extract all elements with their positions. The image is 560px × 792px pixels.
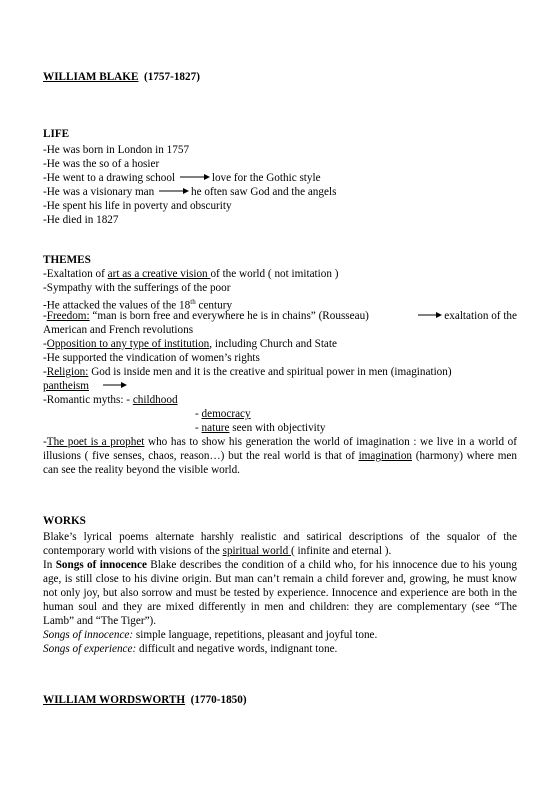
theme-line [43,365,517,379]
works-section [43,514,517,656]
theme-line: -He supported the vindication of women’s rights [43,352,260,364]
theme-underlined: Freedom: [46,310,90,322]
themes-heading: THEMES [43,254,91,266]
theme-line [43,295,517,312]
life-line: -He was the so of a hosier [43,158,160,170]
theme-line: American and French revolutions [43,324,194,336]
life-line: -He was born in London in 1757 [43,144,190,156]
works-underlined: spiritual world [222,545,291,557]
theme-text: - [43,338,47,350]
wordsworth-title-name: WILLIAM WORDSWORTH [43,694,186,706]
theme-text: of the world ( not imitation ) [210,268,339,280]
blake-title [43,70,517,84]
theme-line-end [416,309,517,323]
theme-underlined: Opposition to any type of institution [46,338,210,350]
works-text: difficult and negative words, indignant tone. [136,643,338,655]
life-section [43,127,517,227]
arrow-right-icon [159,188,189,196]
theme-text: - [43,366,47,378]
theme-underlined: imagination [358,450,413,462]
theme-text: - [43,310,47,322]
life-line [43,171,517,185]
theme-underlined: democracy [201,408,251,420]
theme-line [43,407,517,421]
theme-text: “man is born free and everywhere he is in chains” (Rousseau) [89,310,369,322]
theme-underlined: pantheism [43,380,89,392]
works-text: In [43,559,56,571]
blake-title-name: WILLIAM BLAKE [43,71,139,83]
works-paragraph [43,558,517,628]
theme-text: God is inside men and it is the creative and spiritual power in men (imagination) [88,366,452,378]
theme-text: -Exaltation of [43,268,108,280]
theme-text: -He attacked the values of the 18 [43,299,191,312]
works-line [43,628,517,642]
theme-underlined: The poet is a prophet [46,436,145,448]
theme-text: - [43,436,47,448]
theme-text: who has to show his generation the world of imagination : we live in a world of illusions ( five senses, chaos, reason…) but the real world is that of [43,436,517,462]
theme-line [43,379,517,393]
theme-text: - [195,408,202,420]
theme-text: seen with objectivity [229,422,326,434]
works-line [43,642,517,656]
themes-section [43,253,517,477]
works-italic: Songs of experience: [43,643,137,655]
works-text: ( infinite and eternal ). [290,545,392,557]
theme-text: , including Church and State [209,338,337,350]
theme-text: - [195,422,202,434]
life-line-text: -He went to a drawing school [43,172,176,184]
works-heading: WORKS [43,515,86,527]
life-line-text: love for the Gothic style [211,172,321,184]
life-heading: LIFE [43,128,70,140]
theme-text: -Romantic myths: - [43,394,133,406]
theme-text: century [195,299,233,312]
life-line: -He spent his life in poverty and obscurity [43,200,232,212]
works-text: Blake describes the condition of a child who, for his innocence due to his young age, is still close to his divine origin. But man can’t remain a child forever and, growing, he must know not only joy, but also sorrow and must be tested by experience. Innocence and experience are both in the human soul and they are mixed differently in men and children: they are complementary (see “The Lamb” and “The Tiger”). [43,559,517,627]
arrow-right-icon [418,312,442,320]
theme-underlined: nature [201,422,230,434]
arrow-right-icon [103,382,127,390]
theme-text: (harmony) where men can see the reality beyond the visible world. [43,450,517,476]
theme-superscript: th [190,298,196,306]
wordsworth-title-dates: (1770-1850) [190,694,247,706]
theme-line [43,309,517,323]
works-text: simple language, repetitions, pleasant and joyful tone. [133,629,378,641]
theme-paragraph [43,435,517,477]
theme-line [43,421,517,435]
theme-underlined: Religion: [46,366,89,378]
works-bold: Songs of innocence [55,559,147,571]
blake-title-dates: (1757-1827) [144,71,200,83]
wordsworth-title [43,693,517,707]
life-line [43,185,517,199]
theme-line: -Sympathy with the sufferings of the poor [43,282,231,294]
works-text: Blake’s lyrical poems alternate harshly realistic and satirical descriptions of the squalor of the contemporary world with visions of the [43,531,517,557]
life-line-text: -He was a visionary man [43,186,155,198]
arrow-right-icon [180,174,210,182]
theme-text: exaltation of the [444,310,517,322]
life-line-text: he often saw God and the angels [191,186,337,198]
theme-line [43,337,517,351]
theme-underlined: art as a creative vision [107,268,211,280]
theme-line [43,393,517,407]
theme-line [43,267,517,281]
works-paragraph [43,530,517,558]
theme-underlined: childhood [132,394,178,406]
life-line: -He died in 1827 [43,214,119,226]
works-italic: Songs of innocence: [43,629,134,641]
